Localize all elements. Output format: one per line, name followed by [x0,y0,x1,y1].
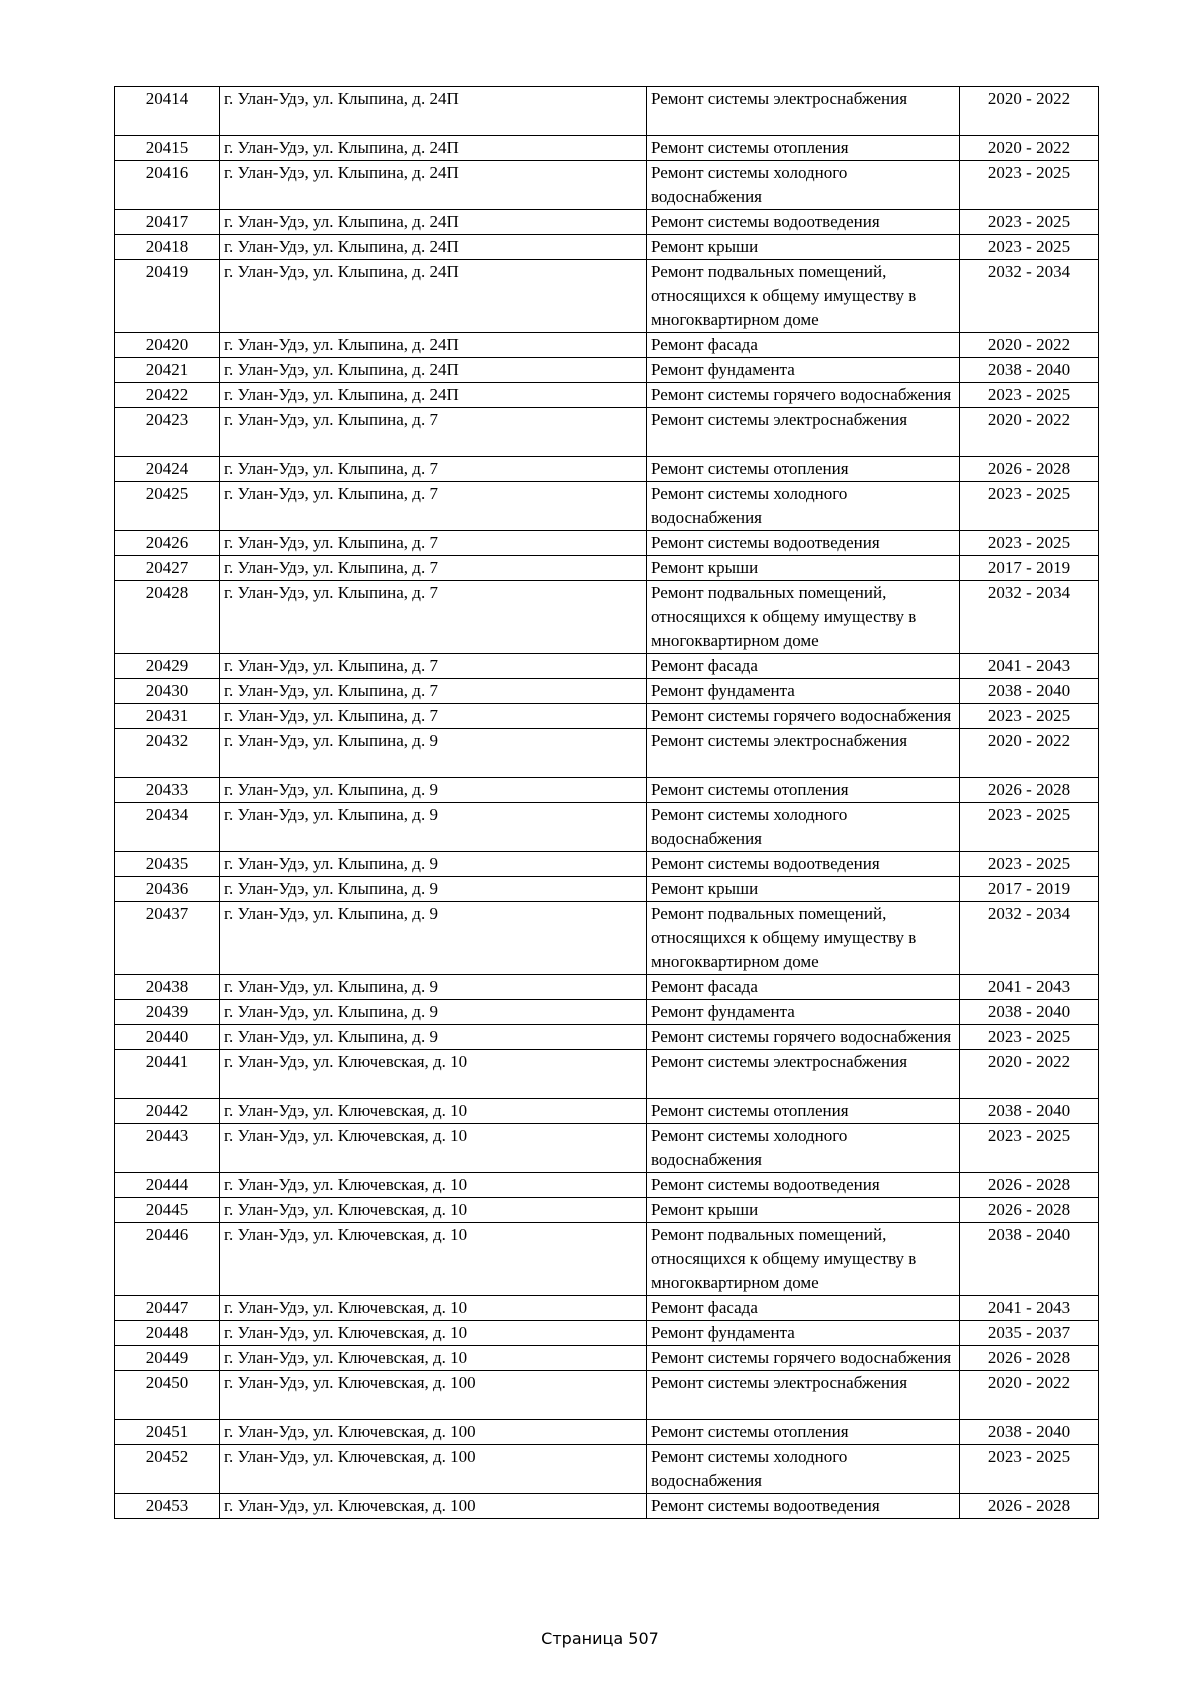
work-type-cell: Ремонт системы водоотведения [647,1173,960,1198]
table-row [115,235,1099,260]
period-cell: 2023 - 2025 [960,803,1099,852]
period-cell: 2023 - 2025 [960,1025,1099,1050]
table-row [115,581,1099,654]
address-cell: г. Улан-Удэ, ул. Ключевская, д. 10 [220,1099,647,1124]
period-cell: 2035 - 2037 [960,1321,1099,1346]
address-cell: г. Улан-Удэ, ул. Клыпина, д. 24П [220,87,647,136]
table-row [115,1346,1099,1371]
row-number-cell: 20429 [115,654,220,679]
work-type-cell: Ремонт системы отопления [647,778,960,803]
table-row [115,1321,1099,1346]
work-type-cell: Ремонт крыши [647,1198,960,1223]
period-cell: 2020 - 2022 [960,408,1099,457]
row-number-cell: 20418 [115,235,220,260]
row-number-cell: 20422 [115,383,220,408]
address-cell: г. Улан-Удэ, ул. Клыпина, д. 9 [220,902,647,975]
table-row [115,1124,1099,1173]
period-cell: 2023 - 2025 [960,235,1099,260]
table-row [115,877,1099,902]
row-number-cell: 20442 [115,1099,220,1124]
work-type-cell: Ремонт подвальных помещений, относящихся к общему имуществу в многоквартирном доме [647,260,960,333]
period-cell: 2023 - 2025 [960,704,1099,729]
address-cell: г. Улан-Удэ, ул. Клыпина, д. 7 [220,531,647,556]
row-number-cell: 20450 [115,1371,220,1420]
period-cell: 2026 - 2028 [960,778,1099,803]
row-number-cell: 20421 [115,358,220,383]
table-row [115,1198,1099,1223]
row-number-cell: 20453 [115,1494,220,1519]
row-number-cell: 20430 [115,679,220,704]
work-type-cell: Ремонт системы водоотведения [647,210,960,235]
row-number-cell: 20433 [115,778,220,803]
address-cell: г. Улан-Удэ, ул. Ключевская, д. 100 [220,1420,647,1445]
period-cell: 2023 - 2025 [960,1445,1099,1494]
address-cell: г. Улан-Удэ, ул. Ключевская, д. 10 [220,1173,647,1198]
row-number-cell: 20439 [115,1000,220,1025]
work-type-cell: Ремонт системы водоотведения [647,531,960,556]
address-cell: г. Улан-Удэ, ул. Клыпина, д. 24П [220,235,647,260]
table-row [115,161,1099,210]
table-row [115,704,1099,729]
row-number-cell: 20440 [115,1025,220,1050]
period-cell: 2026 - 2028 [960,1198,1099,1223]
work-type-cell: Ремонт фундамента [647,1321,960,1346]
work-type-cell: Ремонт системы отопления [647,136,960,161]
address-cell: г. Улан-Удэ, ул. Клыпина, д. 7 [220,482,647,531]
row-number-cell: 20446 [115,1223,220,1296]
period-cell: 2041 - 2043 [960,975,1099,1000]
work-type-cell: Ремонт фундамента [647,679,960,704]
period-cell: 2038 - 2040 [960,1099,1099,1124]
table-row [115,210,1099,235]
work-type-cell: Ремонт крыши [647,235,960,260]
address-cell: г. Улан-Удэ, ул. Ключевская, д. 10 [220,1296,647,1321]
table-body [115,87,1099,1519]
table-row [115,1445,1099,1494]
work-type-cell: Ремонт фасада [647,333,960,358]
period-cell: 2023 - 2025 [960,531,1099,556]
row-number-cell: 20451 [115,1420,220,1445]
row-number-cell: 20423 [115,408,220,457]
row-number-cell: 20438 [115,975,220,1000]
period-cell: 2032 - 2034 [960,902,1099,975]
address-cell: г. Улан-Удэ, ул. Клыпина, д. 9 [220,877,647,902]
period-cell: 2041 - 2043 [960,654,1099,679]
address-cell: г. Улан-Удэ, ул. Ключевская, д. 10 [220,1124,647,1173]
table-row [115,1173,1099,1198]
work-type-cell: Ремонт системы электроснабжения [647,729,960,778]
period-cell: 2026 - 2028 [960,1346,1099,1371]
address-cell: г. Улан-Удэ, ул. Клыпина, д. 7 [220,457,647,482]
address-cell: г. Улан-Удэ, ул. Клыпина, д. 9 [220,729,647,778]
work-type-cell: Ремонт системы отопления [647,1099,960,1124]
table-row [115,975,1099,1000]
work-type-cell: Ремонт подвальных помещений, относящихся к общему имуществу в многоквартирном доме [647,902,960,975]
period-cell: 2023 - 2025 [960,482,1099,531]
row-number-cell: 20445 [115,1198,220,1223]
address-cell: г. Улан-Удэ, ул. Клыпина, д. 24П [220,358,647,383]
address-cell: г. Улан-Удэ, ул. Ключевская, д. 10 [220,1346,647,1371]
table-row [115,457,1099,482]
period-cell: 2023 - 2025 [960,852,1099,877]
period-cell: 2023 - 2025 [960,1124,1099,1173]
row-number-cell: 20428 [115,581,220,654]
table-row [115,136,1099,161]
row-number-cell: 20449 [115,1346,220,1371]
work-type-cell: Ремонт подвальных помещений, относящихся к общему имуществу в многоквартирном доме [647,1223,960,1296]
work-type-cell: Ремонт системы электроснабжения [647,1050,960,1099]
table-row [115,333,1099,358]
row-number-cell: 20427 [115,556,220,581]
work-type-cell: Ремонт фасада [647,975,960,1000]
work-type-cell: Ремонт системы отопления [647,457,960,482]
period-cell: 2017 - 2019 [960,877,1099,902]
row-number-cell: 20434 [115,803,220,852]
table-row [115,260,1099,333]
table-row [115,778,1099,803]
table-row [115,383,1099,408]
period-cell: 2023 - 2025 [960,383,1099,408]
address-cell: г. Улан-Удэ, ул. Клыпина, д. 24П [220,383,647,408]
work-type-cell: Ремонт подвальных помещений, относящихся к общему имуществу в многоквартирном доме [647,581,960,654]
table-row [115,531,1099,556]
address-cell: г. Улан-Удэ, ул. Клыпина, д. 24П [220,333,647,358]
table-row [115,1420,1099,1445]
table-row [115,852,1099,877]
address-cell: г. Улан-Удэ, ул. Ключевская, д. 10 [220,1198,647,1223]
row-number-cell: 20444 [115,1173,220,1198]
work-type-cell: Ремонт системы водоотведения [647,1494,960,1519]
address-cell: г. Улан-Удэ, ул. Ключевская, д. 10 [220,1223,647,1296]
address-cell: г. Улан-Удэ, ул. Клыпина, д. 7 [220,679,647,704]
row-number-cell: 20448 [115,1321,220,1346]
address-cell: г. Улан-Удэ, ул. Клыпина, д. 24П [220,136,647,161]
address-cell: г. Улан-Удэ, ул. Клыпина, д. 9 [220,852,647,877]
work-type-cell: Ремонт фасада [647,654,960,679]
work-type-cell: Ремонт системы холодного водоснабжения [647,161,960,210]
table-row [115,679,1099,704]
table-row [115,358,1099,383]
address-cell: г. Улан-Удэ, ул. Ключевская, д. 10 [220,1050,647,1099]
address-cell: г. Улан-Удэ, ул. Клыпина, д. 24П [220,161,647,210]
row-number-cell: 20443 [115,1124,220,1173]
work-type-cell: Ремонт системы горячего водоснабжения [647,704,960,729]
period-cell: 2041 - 2043 [960,1296,1099,1321]
period-cell: 2032 - 2034 [960,581,1099,654]
row-number-cell: 20415 [115,136,220,161]
work-type-cell: Ремонт крыши [647,877,960,902]
row-number-cell: 20420 [115,333,220,358]
work-type-cell: Ремонт системы холодного водоснабжения [647,1445,960,1494]
row-number-cell: 20426 [115,531,220,556]
period-cell: 2038 - 2040 [960,1223,1099,1296]
address-cell: г. Улан-Удэ, ул. Клыпина, д. 9 [220,1000,647,1025]
address-cell: г. Улан-Удэ, ул. Клыпина, д. 7 [220,704,647,729]
table-row [115,1223,1099,1296]
address-cell: г. Улан-Удэ, ул. Клыпина, д. 24П [220,260,647,333]
work-type-cell: Ремонт системы электроснабжения [647,1371,960,1420]
work-type-cell: Ремонт системы электроснабжения [647,87,960,136]
work-type-cell: Ремонт фундамента [647,358,960,383]
work-type-cell: Ремонт системы холодного водоснабжения [647,803,960,852]
table-row [115,729,1099,778]
address-cell: г. Улан-Удэ, ул. Клыпина, д. 7 [220,408,647,457]
period-cell: 2020 - 2022 [960,136,1099,161]
row-number-cell: 20425 [115,482,220,531]
work-type-cell: Ремонт системы водоотведения [647,852,960,877]
address-cell: г. Улан-Удэ, ул. Ключевская, д. 100 [220,1371,647,1420]
address-cell: г. Улан-Удэ, ул. Клыпина, д. 9 [220,975,647,1000]
period-cell: 2038 - 2040 [960,1000,1099,1025]
period-cell: 2026 - 2028 [960,457,1099,482]
table-row [115,1371,1099,1420]
work-type-cell: Ремонт системы электроснабжения [647,408,960,457]
table-row [115,87,1099,136]
address-cell: г. Улан-Удэ, ул. Ключевская, д. 100 [220,1494,647,1519]
row-number-cell: 20432 [115,729,220,778]
table-row [115,1025,1099,1050]
row-number-cell: 20435 [115,852,220,877]
period-cell: 2020 - 2022 [960,333,1099,358]
address-cell: г. Улан-Удэ, ул. Ключевская, д. 10 [220,1321,647,1346]
row-number-cell: 20452 [115,1445,220,1494]
address-cell: г. Улан-Удэ, ул. Клыпина, д. 9 [220,778,647,803]
table-row [115,1050,1099,1099]
period-cell: 2020 - 2022 [960,1371,1099,1420]
row-number-cell: 20437 [115,902,220,975]
work-type-cell: Ремонт фасада [647,1296,960,1321]
row-number-cell: 20431 [115,704,220,729]
address-cell: г. Улан-Удэ, ул. Клыпина, д. 7 [220,581,647,654]
row-number-cell: 20419 [115,260,220,333]
address-cell: г. Улан-Удэ, ул. Ключевская, д. 100 [220,1445,647,1494]
table-row [115,1000,1099,1025]
row-number-cell: 20417 [115,210,220,235]
table-row [115,1296,1099,1321]
table-row [115,803,1099,852]
work-type-cell: Ремонт системы холодного водоснабжения [647,1124,960,1173]
period-cell: 2032 - 2034 [960,260,1099,333]
period-cell: 2017 - 2019 [960,556,1099,581]
table-row [115,556,1099,581]
table-row [115,408,1099,457]
period-cell: 2026 - 2028 [960,1173,1099,1198]
period-cell: 2020 - 2022 [960,1050,1099,1099]
period-cell: 2038 - 2040 [960,1420,1099,1445]
period-cell: 2020 - 2022 [960,729,1099,778]
period-cell: 2038 - 2040 [960,679,1099,704]
row-number-cell: 20447 [115,1296,220,1321]
repair-schedule-table [114,86,1099,1519]
work-type-cell: Ремонт системы горячего водоснабжения [647,1346,960,1371]
period-cell: 2023 - 2025 [960,210,1099,235]
table-row [115,1099,1099,1124]
table-row [115,654,1099,679]
period-cell: 2020 - 2022 [960,87,1099,136]
work-type-cell: Ремонт фундамента [647,1000,960,1025]
work-type-cell: Ремонт системы горячего водоснабжения [647,1025,960,1050]
row-number-cell: 20416 [115,161,220,210]
row-number-cell: 20441 [115,1050,220,1099]
work-type-cell: Ремонт системы отопления [647,1420,960,1445]
period-cell: 2038 - 2040 [960,358,1099,383]
address-cell: г. Улан-Удэ, ул. Клыпина, д. 24П [220,210,647,235]
work-type-cell: Ремонт крыши [647,556,960,581]
table-row [115,902,1099,975]
period-cell: 2023 - 2025 [960,161,1099,210]
row-number-cell: 20436 [115,877,220,902]
work-type-cell: Ремонт системы горячего водоснабжения [647,383,960,408]
period-cell: 2026 - 2028 [960,1494,1099,1519]
address-cell: г. Улан-Удэ, ул. Клыпина, д. 9 [220,803,647,852]
row-number-cell: 20414 [115,87,220,136]
work-type-cell: Ремонт системы холодного водоснабжения [647,482,960,531]
table-row [115,482,1099,531]
row-number-cell: 20424 [115,457,220,482]
page-number: Страница 507 [541,1629,659,1648]
address-cell: г. Улан-Удэ, ул. Клыпина, д. 7 [220,654,647,679]
address-cell: г. Улан-Удэ, ул. Клыпина, д. 7 [220,556,647,581]
address-cell: г. Улан-Удэ, ул. Клыпина, д. 9 [220,1025,647,1050]
table-row [115,1494,1099,1519]
